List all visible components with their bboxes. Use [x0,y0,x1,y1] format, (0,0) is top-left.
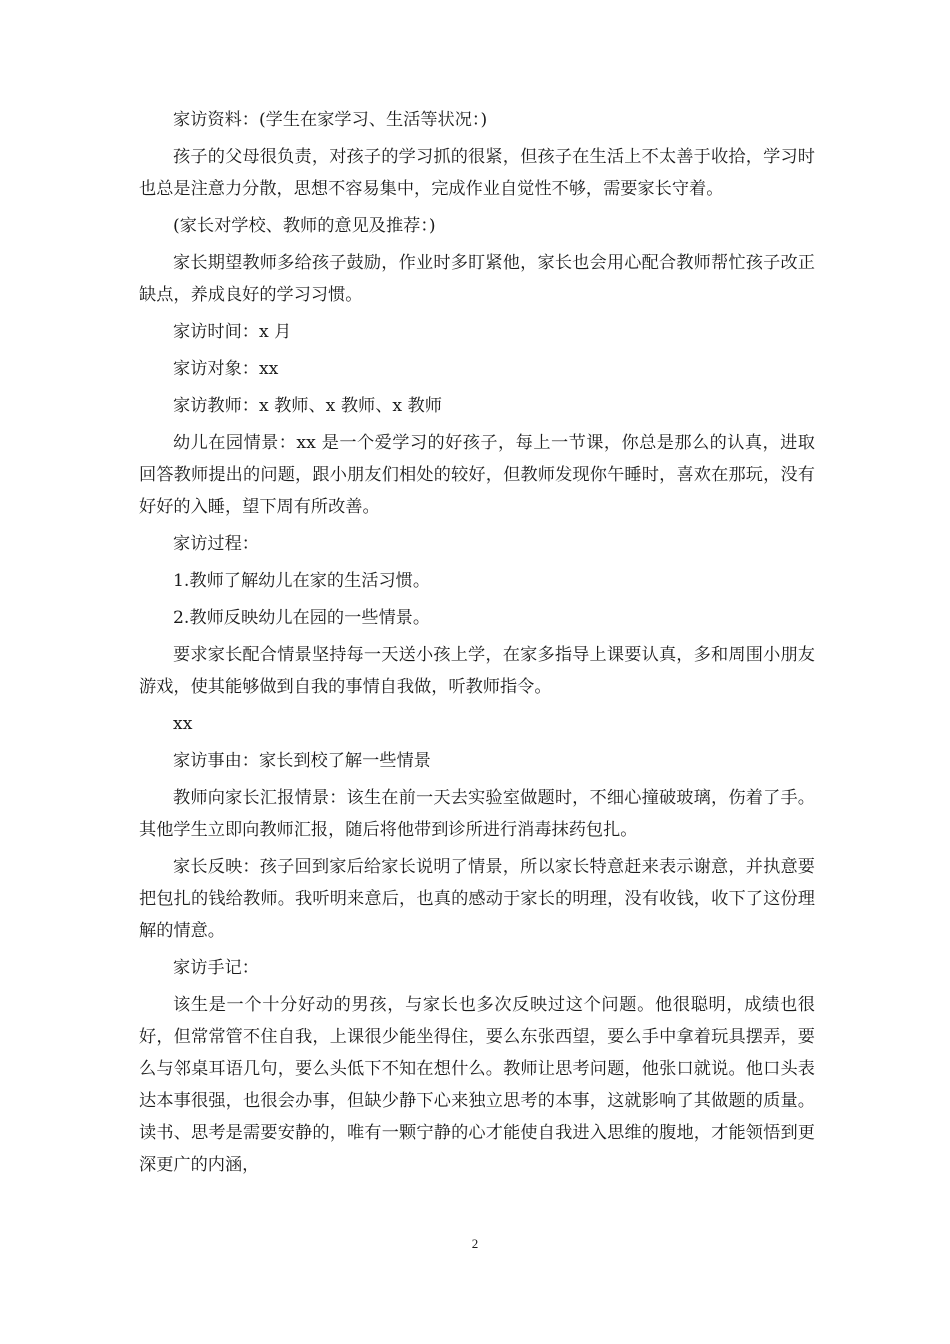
paragraph-visit-notes-heading: 家访手记： [173,958,259,978]
paragraph-visit-target: 家访对象：xx [173,359,279,379]
paragraph-process-step-2: 2.教师反映幼儿在园的一些情景。 [173,608,431,628]
paragraph-visit-time: 家访时间：x 月 [173,322,292,342]
paragraph-child-in-kindergarten: 幼儿在园情景：xx 是一个爱学习的好孩子，每上一节课，你总是那么的认真，进取回答教师提出的问题，跟小朋友们相处的较好，但教师发现你午睡时，喜欢在那玩，没有好好的入睡，望下周有所改善。 [139,433,815,517]
paragraph-visit-process-heading: 家访过程： [173,534,259,554]
paragraph-visit-reason: 家访事由：家长到校了解一些情景 [173,751,431,771]
paragraph-student-name: xx [173,714,193,734]
paragraph-parents-responsible: 孩子的父母很负责，对孩子的学习抓的很紧，但孩子在生活上不太善于收拾，学习时也总是注意力分散，思想不容易集中，完成作业自觉性不够，需要家长守着。 [139,147,815,199]
paragraph-teacher-report: 教师向家长汇报情景：该生在前一天去实验室做题时，不细心撞破玻璃，伤着了手。其他学生立即向教师汇报，随后将他带到诊所进行消毒抹药包扎。 [139,788,815,840]
page-number: 2 [471,1236,479,1251]
paragraph-visit-teachers: 家访教师：x 教师、x 教师、x 教师 [173,396,442,416]
paragraph-process-step-1: 1.教师了解幼儿在家的生活习惯。 [173,571,431,591]
paragraph-visit-notes-body: 该生是一个十分好动的男孩，与家长也多次反映过这个问题。他很聪明，成绩也很好，但常常管不住自我，上课很少能坐得住，要么东张西望，要么手中拿着玩具摆弄，要么与邻桌耳语几句，要么头低下不知在想什么。教师让思考问题，他张口就说。他口头表达本事很强，也很会办事，但缺少静下心来独立思考的本事，这就影响了其做题的质量。读书、思考是需要安静的，唯有一颗宁静的心才能使自我进入思维的腹地，才能领悟到更深更广的内涵， [139,995,815,1175]
paragraph-home-visit-materials: 家访资料：(学生在家学习、生活等状况：) [173,110,488,130]
paragraph-parent-cooperation: 要求家长配合情景坚持每一天送小孩上学，在家多指导上课要认真，多和周围小朋友游戏，使其能够做到自我的事情自我做，听教师指令。 [139,645,815,697]
paragraph-parent-opinions-heading: (家长对学校、教师的意见及推荐：) [173,216,436,236]
paragraph-parent-feedback: 家长反映：孩子回到家后给家长说明了情景，所以家长特意赶来表示谢意，并执意要把包扎的钱给教师。我听明来意后，也真的感动于家长的明理，没有收钱，收下了这份理解的情意。 [139,857,815,941]
document-body [139,104,815,1186]
paragraph-parent-expectations: 家长期望教师多给孩子鼓励，作业时多盯紧他，家长也会用心配合教师帮忙孩子改正缺点，养成良好的学习习惯。 [139,253,815,305]
